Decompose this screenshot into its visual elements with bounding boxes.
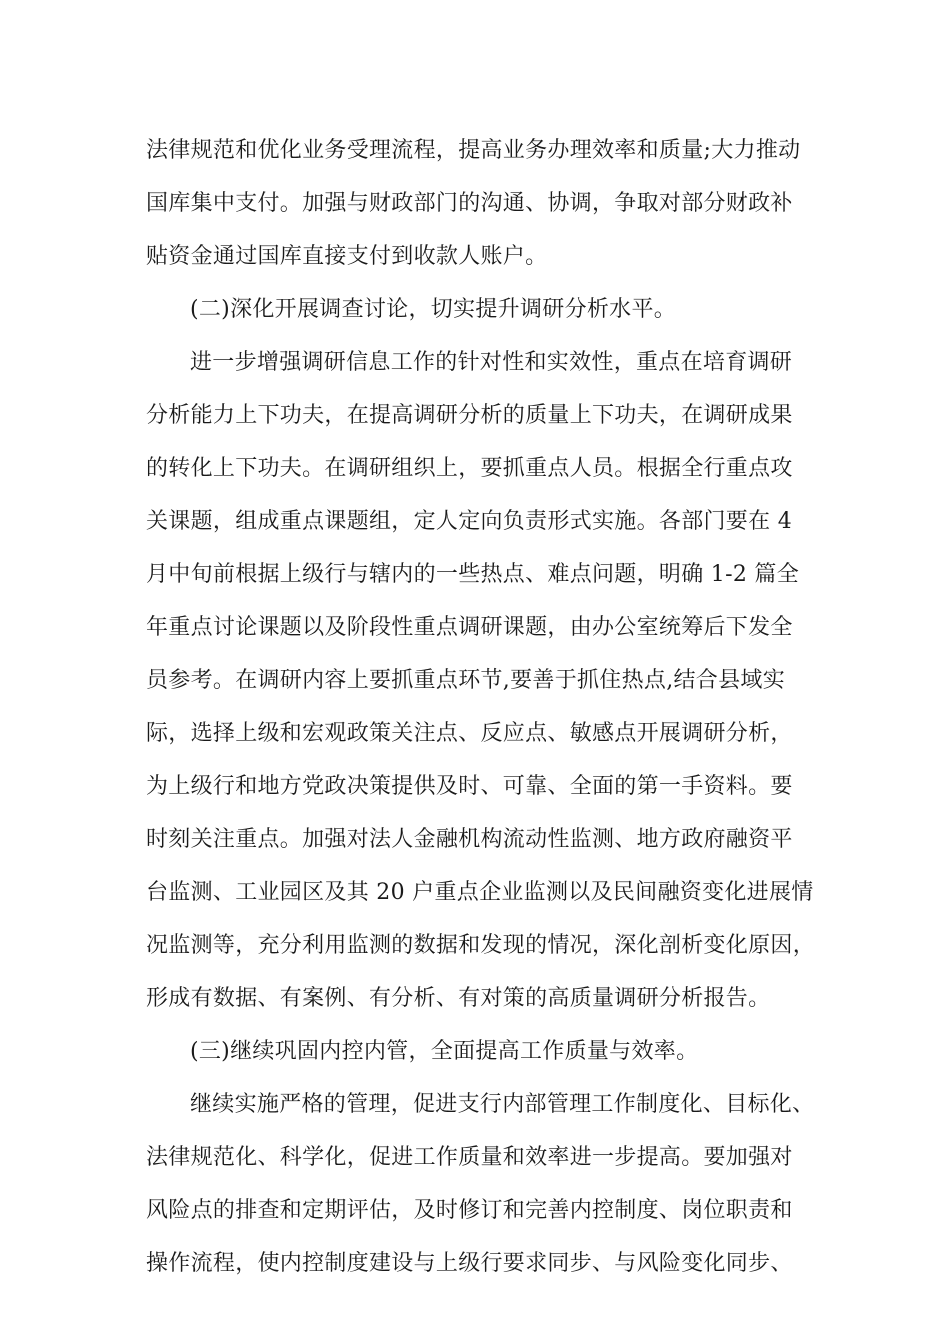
- paragraph-line: 形成有数据、有案例、有分析、有对策的高质量调研分析报告。: [146, 986, 771, 1011]
- paragraph-line: 法律规范化、科学化，促进工作质量和效率进一步提高。要加强对: [146, 1145, 793, 1170]
- paragraph-line: 分析能力上下功夫，在提高调研分析的质量上下功夫，在调研成果: [146, 403, 793, 428]
- paragraph-line: 时刻关注重点。加强对法人金融机构流动性监测、地方政府融资平: [146, 827, 793, 852]
- paragraph-line: 月中旬前根据上级行与辖内的一些热点、难点问题，明确 1-2 篇全: [146, 562, 800, 587]
- paragraph-line: 际，选择上级和宏观政策关注点、反应点、敏感点开展调研分析，: [146, 721, 793, 746]
- section-heading: (二)深化开展调查讨论，切实提升调研分析水平。: [190, 297, 677, 322]
- paragraph-line: 员参考。在调研内容上要抓重点环节,要善于抓住热点,结合县域实: [146, 668, 785, 693]
- section-heading: (三)继续巩固内控内管，全面提高工作质量与效率。: [190, 1039, 699, 1064]
- paragraph-line: 国库集中支付。加强与财政部门的沟通、协调，争取对部分财政补: [146, 191, 793, 216]
- paragraph-line: 法律规范和优化业务受理流程，提高业务办理效率和质量;大力推动: [146, 138, 801, 163]
- paragraph-line: 关课题，组成重点课题组，定人定向负责形式实施。各部门要在 4: [146, 509, 792, 534]
- paragraph-line: 进一步增强调研信息工作的针对性和实效性，重点在培育调研: [190, 350, 793, 375]
- paragraph-line: 贴资金通过国库直接支付到收款人账户。: [146, 244, 548, 269]
- paragraph-line: 台监测、工业园区及其 20 户重点企业监测以及民间融资变化进展情: [146, 880, 814, 905]
- paragraph-line: 继续实施严格的管理，促进支行内部管理工作制度化、目标化、: [190, 1092, 815, 1117]
- paragraph-line: 况监测等，充分利用监测的数据和发现的情况，深化剖析变化原因，: [146, 933, 816, 958]
- paragraph-line: 年重点讨论课题以及阶段性重点调研课题，由办公室统筹后下发全: [146, 615, 793, 640]
- paragraph-line: 操作流程，使内控制度建设与上级行要求同步、与风险变化同步、: [146, 1251, 793, 1276]
- paragraph-line: 为上级行和地方党政决策提供及时、可靠、全面的第一手资料。要: [146, 774, 793, 799]
- paragraph-line: 的转化上下功夫。在调研组织上，要抓重点人员。根据全行重点攻: [146, 456, 793, 481]
- paragraph-line: 风险点的排查和定期评估，及时修订和完善内控制度、岗位职责和: [146, 1198, 793, 1223]
